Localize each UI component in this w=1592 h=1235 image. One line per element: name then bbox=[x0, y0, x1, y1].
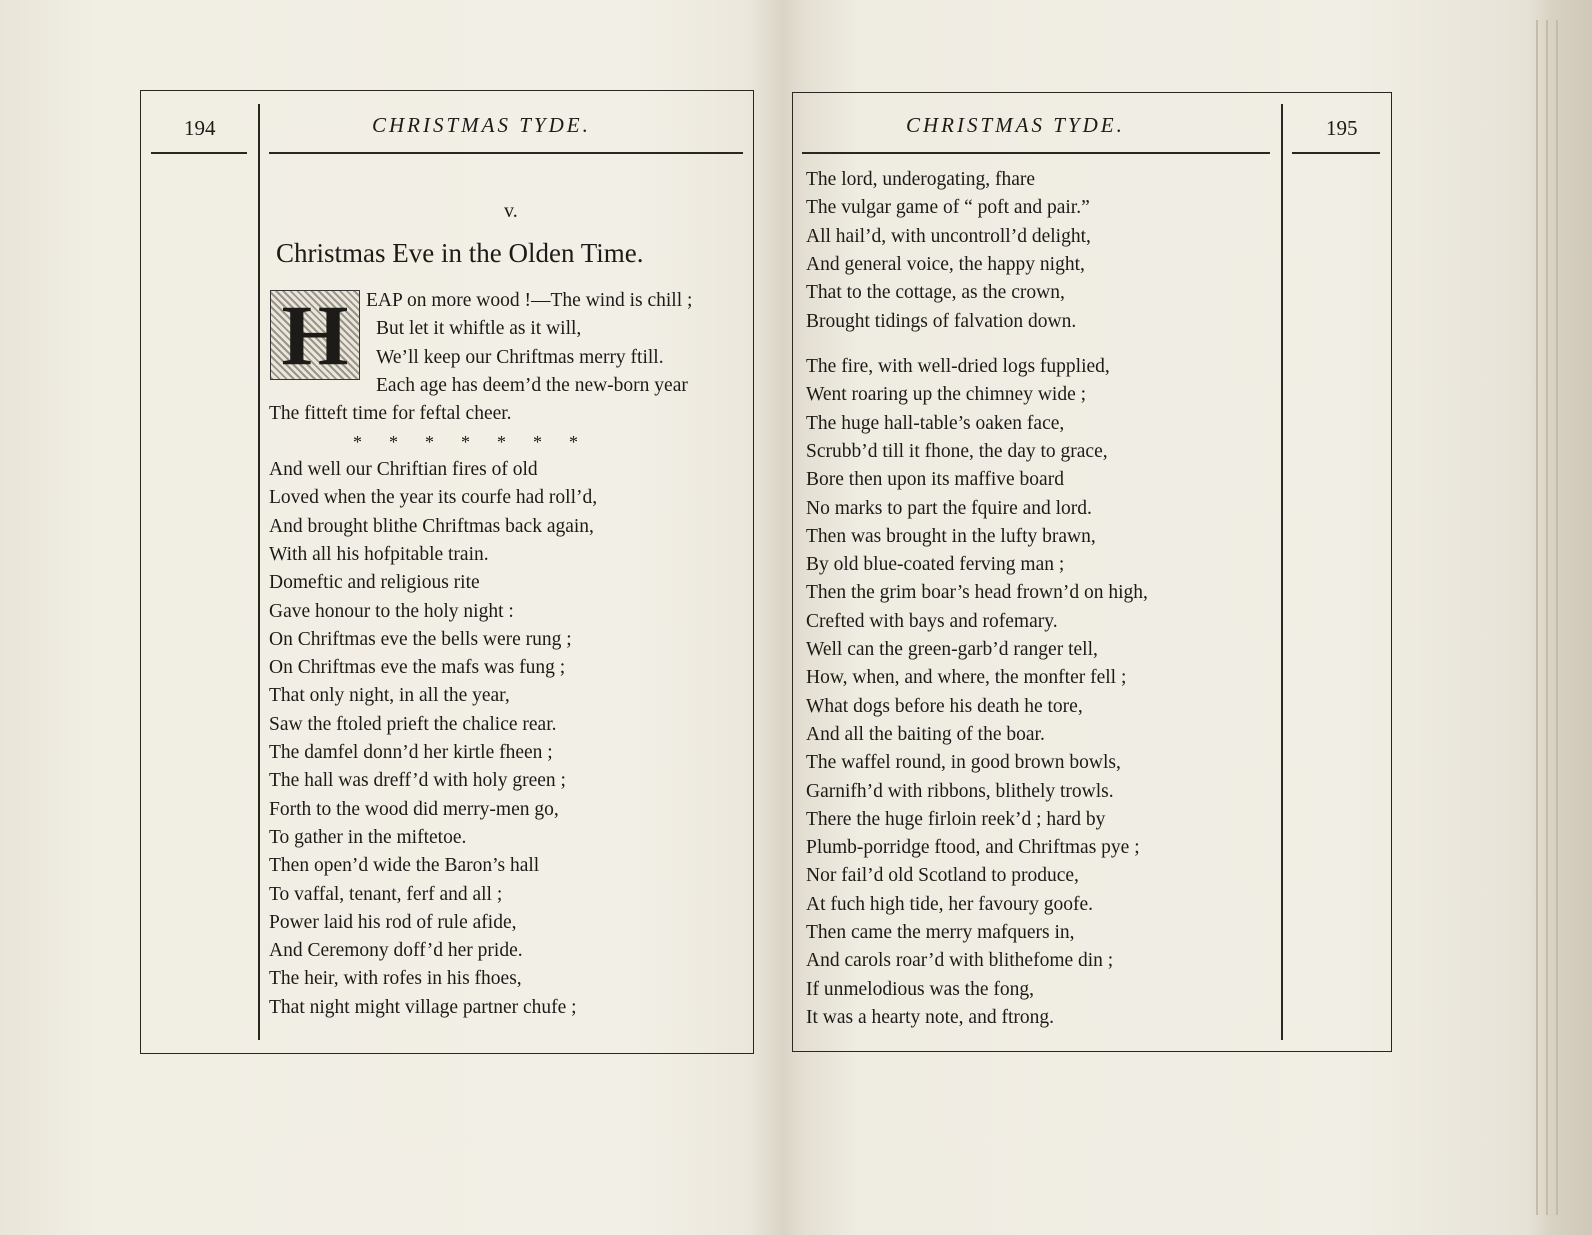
verse-line: Bore then upon its maffive board bbox=[806, 469, 1064, 491]
verse-line: The fire, with well-dried logs fupplied, bbox=[806, 356, 1110, 377]
right-margin-rule bbox=[1281, 104, 1283, 1040]
verse-line: No marks to part the fquire and lord. bbox=[806, 497, 1092, 519]
drop-cap-letter: H bbox=[271, 291, 359, 379]
page-edge bbox=[1556, 20, 1558, 1215]
verse-line: Then came the merry mafquers in, bbox=[806, 922, 1075, 943]
verse-line: All hail’d, with uncontroll’d delight, bbox=[806, 225, 1091, 247]
verse-line: We’ll keep our Chriftmas merry ftill. bbox=[376, 346, 664, 368]
verse-line: That to the cottage, as the crown, bbox=[806, 282, 1065, 304]
verse-line: Went roaring up the chimney wide ; bbox=[806, 384, 1087, 406]
running-head: CHRISTMAS TYDE. bbox=[372, 113, 591, 137]
verse-line: But let it whiftle as it will, bbox=[376, 318, 582, 340]
verse-line: Plumb-porridge ftood, and Chriftmas pye ; bbox=[806, 837, 1140, 859]
verse-line: That only night, in all the year, bbox=[269, 685, 510, 707]
verse-line: And brought blithe Chriftmas back again, bbox=[269, 515, 594, 537]
verse-line: Each age has deem’d the new-born year bbox=[376, 374, 688, 396]
verse-line: Domeftic and religious rite bbox=[269, 572, 480, 594]
drop-cap-illustration bbox=[270, 287, 360, 383]
verse-line: Forth to the wood did merry-men go, bbox=[269, 798, 559, 820]
verse-line: With all his hofpitable train. bbox=[269, 543, 489, 565]
verse-line: On Chriftmas eve the mafs was fung ; bbox=[269, 657, 566, 679]
left-header-rule bbox=[151, 152, 247, 154]
verse-line: And carols roar’d with blithefome din ; bbox=[806, 950, 1114, 972]
verse-line: It was a hearty note, and ftrong. bbox=[806, 1006, 1054, 1028]
page-edge bbox=[1536, 20, 1538, 1215]
verse-line: Crefted with bays and rofemary. bbox=[806, 610, 1058, 632]
verse-line: That night might village partner chufe ; bbox=[269, 996, 577, 1018]
verse-line: The fitteft time for feftal cheer. bbox=[269, 403, 512, 425]
left-margin-rule bbox=[258, 104, 260, 1040]
verse-line: Then open’d wide the Baron’s hall bbox=[269, 855, 540, 877]
verse-line: And all the baiting of the boar. bbox=[806, 723, 1045, 745]
verse-line: Nor fail’d old Scotland to produce, bbox=[806, 865, 1079, 887]
verse-line: Then was brought in the lufty brawn, bbox=[806, 525, 1096, 547]
verse-line: Loved when the year its courfe had roll’d, bbox=[269, 487, 598, 509]
verse-line: By old blue-coated ferving man ; bbox=[806, 554, 1065, 576]
running-head: CHRISTMAS TYDE. bbox=[906, 113, 1125, 137]
verse-line: Then the grim boar’s head frown’d on high, bbox=[806, 582, 1148, 604]
right-header-rule bbox=[802, 152, 1270, 154]
verse-line: Gave honour to the holy night : bbox=[269, 600, 514, 622]
page-number: 194 bbox=[184, 116, 216, 140]
verse-line: The waffel round, in good brown bowls, bbox=[806, 752, 1121, 774]
page-edge bbox=[1546, 20, 1548, 1215]
verse-line: The hall was dreff’d with holy green ; bbox=[269, 770, 566, 792]
right-header-rule bbox=[1292, 152, 1380, 154]
verse-line: The lord, underogating, fhare bbox=[806, 169, 1036, 190]
verse-line: To gather in the miftetoe. bbox=[269, 826, 467, 848]
section-number: v. bbox=[504, 200, 518, 222]
verse-line: The heir, with rofes in his fhoes, bbox=[269, 968, 522, 990]
verse-line: Saw the ftoled prieft the chalice rear. bbox=[269, 713, 557, 735]
verse-line: On Chriftmas eve the bells were rung ; bbox=[269, 628, 572, 650]
verse-line: The huge hall-table’s oaken face, bbox=[806, 412, 1065, 434]
verse-line: Brought tidings of falvation down. bbox=[806, 310, 1077, 332]
section-break-stars: * * * * * * * bbox=[353, 432, 578, 452]
verse-line: How, when, and where, the monfter fell ; bbox=[806, 667, 1127, 689]
verse-line: Power laid his rod of rule afide, bbox=[269, 911, 517, 933]
verse-line: And general voice, the happy night, bbox=[806, 253, 1085, 275]
verse-line: The vulgar game of “ poft and pair.” bbox=[806, 197, 1090, 219]
verse-line: If unmelodious was the fong, bbox=[806, 978, 1035, 1000]
verse-line: The damfel donn’d her kirtle fheen ; bbox=[269, 742, 553, 763]
left-header-rule bbox=[269, 152, 743, 154]
verse-line: Garnifh’d with ribbons, blithely trowls. bbox=[806, 780, 1114, 802]
verse-line: What dogs before his death he tore, bbox=[806, 695, 1083, 717]
verse-line: And Ceremony doff’d her pride. bbox=[269, 940, 523, 962]
verse-line: And well our Chriftian fires of old bbox=[269, 459, 538, 480]
verse-line: Well can the green-garb’d ranger tell, bbox=[806, 639, 1098, 660]
verse-line: Scrubb’d till it fhone, the day to grace, bbox=[806, 440, 1108, 462]
verse-line: EAP on more wood !—The wind is chill ; bbox=[366, 290, 693, 311]
verse-line: There the huge firloin reek’d ; hard by bbox=[806, 808, 1106, 830]
verse-line: To vaffal, tenant, ferf and all ; bbox=[269, 883, 503, 905]
poem-title: Christmas Eve in the Olden Time. bbox=[276, 238, 644, 268]
page-number: 195 bbox=[1326, 116, 1358, 140]
verse-line: At fuch high tide, her favoury goofe. bbox=[806, 893, 1093, 915]
